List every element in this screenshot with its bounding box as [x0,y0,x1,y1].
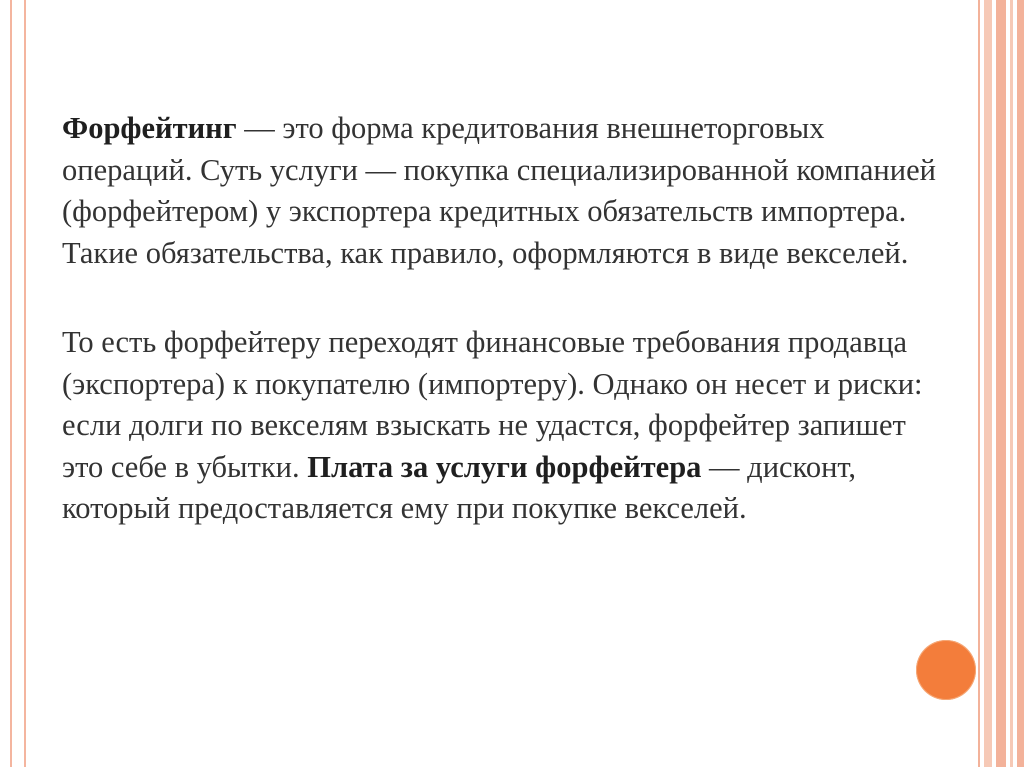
right-decorative-stripes [978,0,1024,767]
stripe [984,0,992,767]
stripe [1010,0,1013,767]
orange-circle-decoration [916,640,976,700]
stripe [996,0,1006,767]
stripe [978,0,980,767]
explanation-text: То есть форфейтеру переходят финансовые требования продавца (экспортера) к покупателю (импортеру). Однако он несет и риски: если долги по векселям взыскать не удастся, форфейтер запишет это себе в убытки. [62,325,923,484]
paragraph-explanation [62,322,942,530]
fee-text: — дисконт, который предоставляется ему при покупке векселей. [62,449,857,525]
stripe [1017,0,1024,767]
left-frame-border [10,0,26,767]
definition-text: — это форма кредитования внешнеторговых операций. Суть услуги — покупка специализированной компанией (форфейтером) у экспортера кредитных обязательств импортера. Такие обязательства, как правило, оформляются в виде векселей. [62,111,936,270]
term-forfaiting: Форфейтинг [62,111,237,145]
paragraph-definition [62,108,942,274]
term-fee: Плата за услуги форфейтера [307,449,702,484]
slide-body [62,108,942,530]
